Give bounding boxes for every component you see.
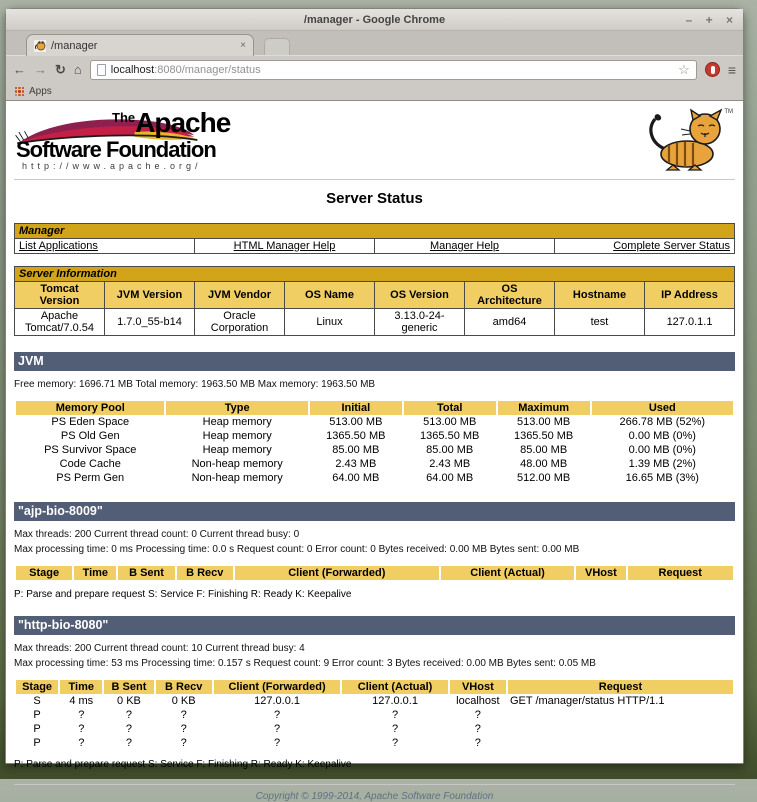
ajp-requests-table: [14, 565, 735, 581]
manager-table: [14, 223, 735, 254]
column-header: OS Name: [285, 282, 375, 309]
column-header: VHost: [576, 566, 625, 580]
ajp-stats-line2: Max processing time: 0 ms Processing time: 0.0 s Request count: 0 Error count: 0 Bytes received: 0.00 MB Bytes sent: 0.00 MB: [14, 544, 580, 555]
table-cell: Non-heap memory: [191, 472, 283, 484]
server-info-value: amd64: [465, 309, 555, 336]
adblock-extension-icon[interactable]: [705, 62, 720, 77]
table-cell: [508, 737, 733, 750]
table-cell: ?: [78, 737, 85, 749]
table-cell: 127.0.0.1: [254, 695, 300, 707]
table-cell: ?: [180, 737, 187, 749]
table-cell: 85.00 MB: [332, 444, 380, 456]
column-header: Initial: [310, 401, 402, 415]
table-cell: [508, 723, 733, 736]
url-text: [111, 64, 261, 76]
window-titlebar[interactable]: [6, 9, 743, 31]
table-row: [16, 458, 733, 471]
table-cell: 64.00 MB: [426, 472, 474, 484]
http-stats-line1: Max threads: 200 Current thread count: 10 Current thread busy: 4: [14, 642, 305, 654]
table-cell: 513.00 MB: [329, 416, 383, 428]
column-header: B Recv: [156, 680, 212, 694]
tomcat-logo: [643, 109, 731, 173]
memory-pool-table: [14, 400, 735, 486]
jvm-memory-summary: Free memory: 1696.71 MB Total memory: 1963.50 MB Max memory: 1963.50 MB: [14, 379, 376, 390]
tab-title: /manager: [51, 39, 98, 52]
manager-link[interactable]: HTML Manager Help: [195, 239, 375, 254]
column-header: Hostname: [555, 282, 645, 309]
navigation-toolbar: [6, 55, 743, 83]
table-cell: Heap memory: [202, 430, 272, 442]
ajp-stats-line1: Max threads: 200 Current thread count: 0 Current thread busy: 0: [14, 528, 300, 540]
column-header: Client (Forwarded): [214, 680, 341, 694]
table-cell: ?: [125, 737, 132, 749]
column-header: JVM Vendor: [195, 282, 285, 309]
window-controls: [676, 9, 733, 31]
new-tab-button[interactable]: [264, 38, 290, 55]
server-info-value: 3.13.0-24-generic: [375, 309, 465, 336]
table-cell: ?: [391, 737, 399, 749]
forward-icon[interactable]: →: [34, 62, 47, 77]
column-header: Client (Forwarded): [235, 566, 439, 580]
ajp-stage-legend: P: Parse and prepare request S: Service F: Finishing R: Ready K: Keepalive: [14, 588, 352, 600]
page-content: [6, 101, 743, 802]
column-header: Stage: [16, 680, 58, 694]
table-row: [16, 472, 733, 485]
table-row: [16, 723, 733, 736]
table-cell: 48.00 MB: [520, 458, 568, 470]
table-cell: Heap memory: [202, 444, 272, 456]
table-cell: ?: [180, 709, 187, 721]
table-row: [16, 444, 733, 457]
column-header: Memory Pool: [16, 401, 164, 415]
table-cell: ?: [391, 709, 399, 721]
bookmarks-bar: [6, 83, 743, 101]
table-cell: P: [33, 723, 41, 735]
http-table-body: [16, 695, 733, 750]
table-cell: 85.00 MB: [520, 444, 568, 456]
table-cell: 2.43 MB: [429, 458, 471, 470]
table-cell: 1365.50 MB: [326, 430, 386, 442]
manager-links-row: [15, 239, 735, 254]
table-cell: PS Survivor Space: [44, 444, 137, 456]
table-cell: Non-heap memory: [191, 458, 283, 470]
table-cell: P: [33, 709, 41, 721]
manager-table-title: Manager: [15, 224, 735, 239]
bookmark-star-icon[interactable]: ☆: [678, 61, 690, 77]
table-cell: S: [33, 695, 41, 707]
close-button[interactable]: ×: [725, 13, 733, 27]
chrome-menu-icon[interactable]: ≡: [727, 61, 736, 78]
table-cell: 512.00 MB: [517, 472, 571, 484]
table-cell: ?: [125, 723, 132, 735]
apps-grid-icon[interactable]: [15, 87, 24, 96]
asf-wordmark-top: [112, 109, 230, 137]
minimize-button[interactable]: –: [685, 13, 693, 27]
table-row: [16, 737, 733, 750]
column-header: Time: [74, 566, 116, 580]
http-stats-line2: Max processing time: 53 ms Processing time: 0.157 s Request count: 9 Error count: 3 Bytes received: 0.00 MB Bytes sent: 0.05 MB: [14, 658, 596, 669]
column-header: Client (Actual): [441, 566, 575, 580]
url-path: :8080/manager/status: [154, 63, 261, 76]
table-cell: 266.78 MB (52%): [619, 416, 706, 428]
table-cell: ?: [78, 709, 85, 721]
tab-strip: [6, 31, 743, 55]
column-header: Client (Actual): [342, 680, 447, 694]
server-info-values: [15, 309, 735, 336]
connector-ajp-bar: "ajp-bio-8009": [14, 502, 735, 521]
asf-url: http://www.apache.org/: [22, 161, 202, 171]
table-row: [16, 695, 733, 708]
asf-logo: [14, 109, 264, 175]
table-cell: 0 KB: [117, 695, 141, 707]
table-cell: 16.65 MB (3%): [625, 472, 699, 484]
table-cell: ?: [273, 723, 281, 735]
column-header: Total: [404, 401, 496, 415]
copyright-text: Copyright © 1999-2014, Apache Software Foundation: [255, 790, 494, 802]
back-icon[interactable]: ←: [13, 62, 26, 77]
ajp-table-headers: [16, 566, 733, 580]
table-cell: 2.43 MB: [335, 458, 377, 470]
table-cell: 64.00 MB: [332, 472, 380, 484]
asf-wordmark-line2: Software Foundation: [16, 137, 216, 162]
page-title: Server Status: [326, 190, 423, 207]
masthead: [14, 109, 735, 175]
memory-pool-body: [16, 416, 733, 485]
reload-icon[interactable]: ↻: [55, 62, 66, 77]
column-header: B Sent: [104, 680, 153, 694]
tomcat-favicon: [34, 40, 46, 52]
jvm-section-bar: JVM: [14, 352, 735, 371]
table-cell: 513.00 MB: [423, 416, 477, 428]
column-header: Request: [508, 680, 733, 694]
http-table-headers: [16, 680, 733, 694]
server-info-value: 1.7.0_55-b14: [105, 309, 195, 336]
column-header: IP Address: [645, 282, 735, 309]
column-header: Tomcat Version: [15, 282, 105, 309]
column-header: JVM Version: [105, 282, 195, 309]
server-info-title: Server Information: [15, 267, 735, 282]
table-cell: PS Perm Gen: [56, 472, 125, 484]
browser-window: [5, 8, 744, 802]
http-requests-table: [14, 679, 735, 751]
tab-close-icon[interactable]: ×: [240, 40, 246, 51]
table-cell: 0.00 MB (0%): [628, 430, 696, 442]
table-row: [16, 709, 733, 722]
memory-pool-headers: [16, 401, 733, 415]
column-header: OS Version: [375, 282, 465, 309]
tomcat-cat-icon: [643, 109, 727, 171]
table-cell: 1365.50 MB: [420, 430, 480, 442]
table-cell: ?: [474, 737, 481, 749]
apps-shortcut[interactable]: Apps: [29, 86, 52, 97]
server-info-table: [14, 266, 735, 336]
column-header: Time: [60, 680, 102, 694]
server-info-value: 127.0.1.1: [645, 309, 735, 336]
column-header: Stage: [16, 566, 72, 580]
table-cell: ?: [125, 709, 132, 721]
table-cell: 4 ms: [69, 695, 94, 707]
footer-divider: [14, 784, 735, 785]
table-cell: 85.00 MB: [426, 444, 474, 456]
table-cell: ?: [180, 723, 187, 735]
column-header: B Recv: [177, 566, 233, 580]
table-cell: 513.00 MB: [517, 416, 571, 428]
table-cell: localhost: [456, 695, 500, 707]
table-cell: 0 KB: [171, 695, 196, 707]
table-cell: PS Old Gen: [60, 430, 120, 442]
table-cell: ?: [474, 723, 481, 735]
table-cell: 1365.50 MB: [513, 430, 574, 442]
asf-the: The: [112, 110, 136, 125]
table-row: [16, 430, 733, 443]
column-header: OS Architecture: [465, 282, 555, 309]
column-header: Request: [628, 566, 733, 580]
maximize-button[interactable]: +: [705, 13, 713, 27]
table-cell: [508, 709, 733, 722]
manager-link[interactable]: List Applications: [15, 239, 195, 254]
table-cell: 0.00 MB (0%): [628, 444, 696, 456]
column-header: Used: [592, 401, 733, 415]
http-stage-legend: P: Parse and prepare request S: Service F: Finishing R: Ready K: Keepalive: [14, 758, 352, 770]
table-cell: ?: [78, 723, 85, 735]
server-info-value: Apache Tomcat/7.0.54: [15, 309, 105, 336]
table-cell: GET /manager/status HTTP/1.1: [509, 695, 665, 707]
table-cell: ?: [474, 709, 481, 721]
window-title: /manager - Google Chrome: [303, 14, 446, 26]
header-divider: [14, 179, 735, 180]
server-info-headers: [15, 282, 735, 309]
asf-apache: Apache: [135, 107, 231, 138]
table-cell: 1.39 MB (2%): [628, 458, 696, 470]
table-cell: Code Cache: [59, 458, 121, 470]
manager-link[interactable]: Complete Server Status: [555, 239, 735, 254]
table-row: [16, 416, 733, 429]
home-icon[interactable]: ⌂: [73, 62, 82, 77]
column-header: VHost: [450, 680, 506, 694]
table-cell: ?: [391, 723, 399, 735]
server-info-value: test: [555, 309, 645, 336]
table-cell: P: [33, 737, 41, 749]
url-host: localhost: [110, 63, 155, 76]
tab-manager[interactable]: [26, 34, 254, 56]
address-bar[interactable]: [90, 60, 697, 80]
tomcat-tm: TM: [724, 109, 733, 115]
column-header: Maximum: [498, 401, 590, 415]
table-cell: Heap memory: [202, 416, 272, 428]
table-cell: ?: [273, 737, 281, 749]
page-icon: [97, 64, 106, 76]
server-info-value: Linux: [285, 309, 375, 336]
column-header: Type: [166, 401, 307, 415]
table-cell: 127.0.0.1: [372, 695, 418, 707]
column-header: B Sent: [118, 566, 174, 580]
connector-http-bar: "http-bio-8080": [14, 616, 735, 635]
server-info-value: Oracle Corporation: [195, 309, 285, 336]
table-cell: PS Eden Space: [51, 416, 130, 428]
manager-link[interactable]: Manager Help: [375, 239, 555, 254]
table-cell: ?: [273, 709, 281, 721]
